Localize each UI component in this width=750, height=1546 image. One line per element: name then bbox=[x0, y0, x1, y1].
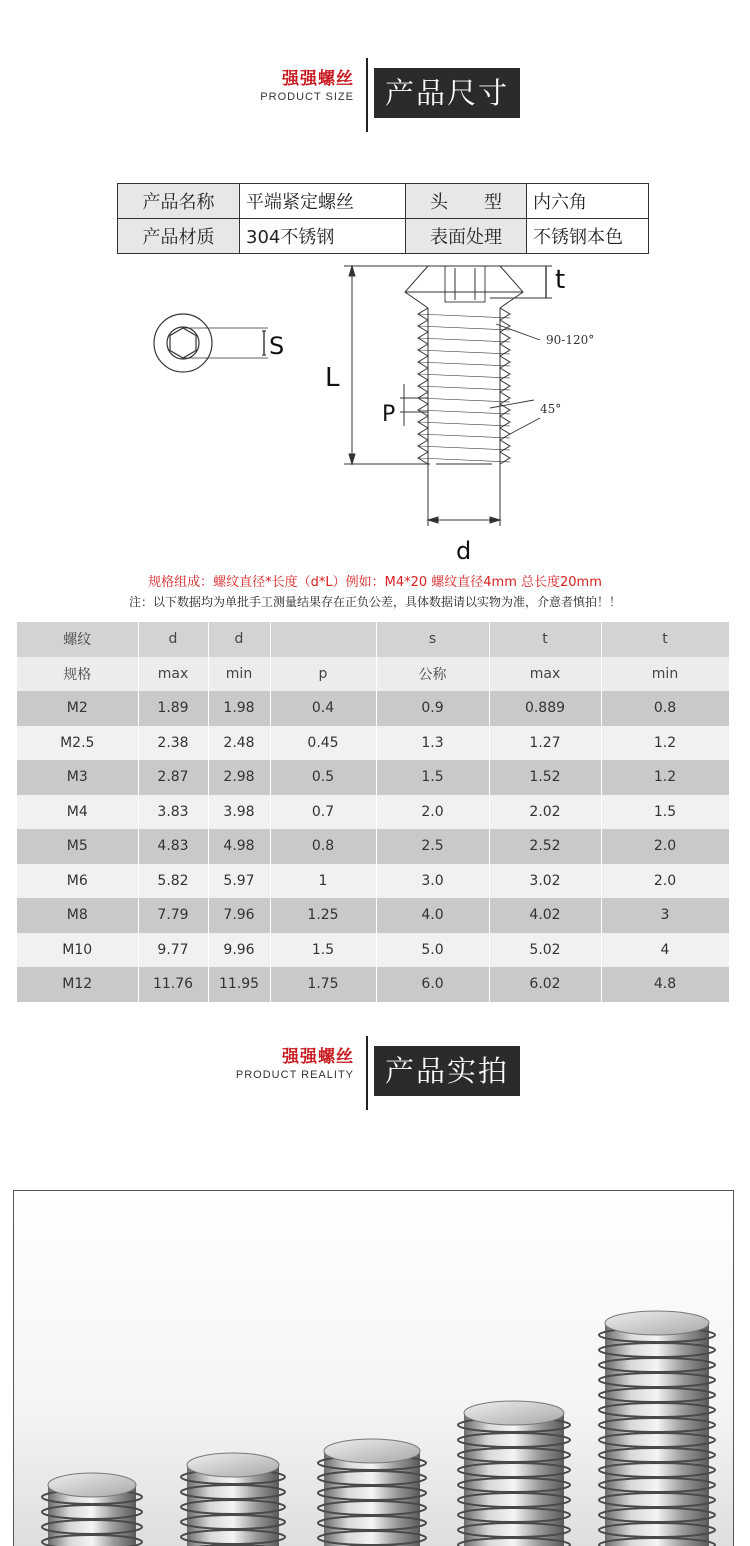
spec-cell: 5.0 bbox=[376, 933, 489, 968]
thread-line bbox=[418, 362, 510, 366]
spec-cell: 0.8 bbox=[270, 829, 376, 864]
angle-top-label: 90-120° bbox=[546, 333, 595, 347]
spec-cell: M8 bbox=[17, 898, 138, 933]
thread-line bbox=[418, 350, 510, 354]
spec-cell: 2.0 bbox=[601, 864, 729, 899]
spec-cell: 4.02 bbox=[489, 898, 601, 933]
spec-cell: 0.5 bbox=[270, 760, 376, 795]
thread-line bbox=[418, 314, 510, 318]
spec-cell: 5.97 bbox=[208, 864, 270, 899]
thread-line bbox=[418, 386, 510, 390]
label-d: d bbox=[456, 537, 472, 565]
spec-cell: 6.0 bbox=[376, 967, 489, 1002]
label-L: L bbox=[325, 363, 340, 393]
spec-cell: 0.9 bbox=[376, 691, 489, 726]
spec-row bbox=[17, 898, 729, 933]
spec-row bbox=[17, 726, 729, 761]
spec-format-note: 规格组成：螺纹直径*长度（d*L）例如：M4*20 螺纹直径4mm 总长度20mm bbox=[148, 575, 602, 590]
spec-cell: 1.2 bbox=[601, 760, 729, 795]
spec-cell: 2.48 bbox=[208, 726, 270, 761]
spec-cell: 4 bbox=[601, 933, 729, 968]
spec-cell: 2.0 bbox=[376, 795, 489, 830]
info-value: 平端紧定螺丝 bbox=[240, 184, 406, 219]
spec-cell: 7.79 bbox=[138, 898, 208, 933]
spec-cell: M4 bbox=[17, 795, 138, 830]
spec-cell: t bbox=[489, 622, 601, 657]
spec-cell: M12 bbox=[17, 967, 138, 1002]
spec-cell: 2.87 bbox=[138, 760, 208, 795]
spec-cell: 2.38 bbox=[138, 726, 208, 761]
spec-cell: 3.0 bbox=[376, 864, 489, 899]
spec-cell: 4.83 bbox=[138, 829, 208, 864]
info-value: 不锈钢本色 bbox=[527, 219, 649, 254]
end-view bbox=[154, 314, 268, 372]
spec-cell: 1.5 bbox=[376, 760, 489, 795]
spec-row bbox=[17, 760, 729, 795]
section-title: 产品尺寸 bbox=[374, 68, 520, 118]
screw-2 bbox=[181, 1453, 285, 1546]
thread-line bbox=[418, 422, 510, 426]
spec-cell: 1.52 bbox=[489, 760, 601, 795]
spec-cell: 9.77 bbox=[138, 933, 208, 968]
spec-cell: 9.96 bbox=[208, 933, 270, 968]
spec-cell: 7.96 bbox=[208, 898, 270, 933]
spec-cell: 6.02 bbox=[489, 967, 601, 1002]
reality-section-header bbox=[0, 1036, 750, 1116]
thread-line bbox=[418, 446, 510, 450]
spec-cell: 0.4 bbox=[270, 691, 376, 726]
spec-row bbox=[17, 933, 729, 968]
spec-cell: 11.95 bbox=[208, 967, 270, 1002]
spec-cell: 4.98 bbox=[208, 829, 270, 864]
spec-cell: 3.83 bbox=[138, 795, 208, 830]
spec-cell: s bbox=[376, 622, 489, 657]
thread-line bbox=[418, 458, 510, 462]
spec-cell: d bbox=[138, 622, 208, 657]
spec-cell: 11.76 bbox=[138, 967, 208, 1002]
set-screws-illustration bbox=[14, 1191, 734, 1546]
spec-cell: 3.02 bbox=[489, 864, 601, 899]
info-label: 头 型 bbox=[406, 184, 527, 219]
thread-line bbox=[418, 374, 510, 378]
label-P: P bbox=[382, 402, 396, 427]
thread-line bbox=[418, 398, 510, 402]
thread-line bbox=[418, 410, 510, 414]
spec-cell: 3 bbox=[601, 898, 729, 933]
spec-cell: M2.5 bbox=[17, 726, 138, 761]
diameter-dimension bbox=[428, 464, 500, 526]
product-info-table bbox=[117, 183, 649, 254]
spec-cell: 5.02 bbox=[489, 933, 601, 968]
spec-cell: 2.98 bbox=[208, 760, 270, 795]
spec-cell: 2.02 bbox=[489, 795, 601, 830]
disclaimer-note: 注：以下数据均为单批手工测量结果存在正负公差，具体数据请以实物为准，介意者慎拍！！ bbox=[128, 595, 621, 609]
spec-cell: 0.45 bbox=[270, 726, 376, 761]
spec-cell: 1.3 bbox=[376, 726, 489, 761]
brand-name: 强强螺丝 bbox=[282, 69, 354, 89]
dimension-diagram bbox=[0, 258, 750, 570]
spec-cell: M3 bbox=[17, 760, 138, 795]
angle-bottom-label: 45° bbox=[540, 402, 562, 416]
spec-cell: p bbox=[270, 657, 376, 692]
spec-cell: 4.0 bbox=[376, 898, 489, 933]
thread-line bbox=[418, 326, 510, 330]
spec-row bbox=[17, 864, 729, 899]
spec-cell: M5 bbox=[17, 829, 138, 864]
spec-cell: 0.7 bbox=[270, 795, 376, 830]
spec-cell: t bbox=[601, 622, 729, 657]
spec-cell: 公称 bbox=[376, 657, 489, 692]
spec-cell: M10 bbox=[17, 933, 138, 968]
screw-1 bbox=[42, 1473, 142, 1546]
screw-5 bbox=[599, 1311, 715, 1546]
spec-cell: min bbox=[208, 657, 270, 692]
spec-row bbox=[17, 691, 729, 726]
spec-row bbox=[17, 795, 729, 830]
spec-cell: 1.5 bbox=[601, 795, 729, 830]
spec-cell: max bbox=[138, 657, 208, 692]
spec-cell: 2.52 bbox=[489, 829, 601, 864]
spec-row bbox=[17, 829, 729, 864]
length-dimension bbox=[344, 266, 430, 464]
spec-cell: d bbox=[208, 622, 270, 657]
info-row bbox=[118, 184, 649, 219]
spec-header-row bbox=[17, 657, 729, 692]
spec-table bbox=[17, 622, 730, 1002]
info-value: 304不锈钢 bbox=[240, 219, 406, 254]
screw-3 bbox=[318, 1439, 426, 1546]
spec-cell: 1.2 bbox=[601, 726, 729, 761]
header-divider bbox=[366, 1036, 368, 1110]
size-section-header bbox=[0, 58, 750, 138]
spec-cell: 2.0 bbox=[601, 829, 729, 864]
spec-cell: min bbox=[601, 657, 729, 692]
spec-cell: max bbox=[489, 657, 601, 692]
thread-line bbox=[418, 434, 510, 438]
spec-cell: 1.98 bbox=[208, 691, 270, 726]
spec-cell: 1.25 bbox=[270, 898, 376, 933]
info-row bbox=[118, 219, 649, 254]
label-s: S bbox=[269, 332, 285, 360]
screw-body bbox=[405, 266, 523, 464]
header-divider bbox=[366, 58, 368, 132]
info-label: 表面处理 bbox=[406, 219, 527, 254]
info-value: 内六角 bbox=[527, 184, 649, 219]
spec-cell: 3.98 bbox=[208, 795, 270, 830]
brand-subtitle: PRODUCT REALITY bbox=[235, 1069, 354, 1081]
brand-name: 强强螺丝 bbox=[282, 1047, 354, 1067]
spec-cell: 2.5 bbox=[376, 829, 489, 864]
spec-cell: 螺纹 bbox=[17, 622, 138, 657]
spec-cell: 5.82 bbox=[138, 864, 208, 899]
spec-row bbox=[17, 967, 729, 1002]
spec-cell: 1.27 bbox=[489, 726, 601, 761]
spec-cell: M6 bbox=[17, 864, 138, 899]
spec-cell: 0.889 bbox=[489, 691, 601, 726]
section-title: 产品实拍 bbox=[374, 1046, 520, 1096]
screw-4 bbox=[458, 1401, 570, 1546]
spec-cell: 1 bbox=[270, 864, 376, 899]
spec-cell: 1.75 bbox=[270, 967, 376, 1002]
spec-header-row bbox=[17, 622, 729, 657]
thread-line bbox=[418, 338, 510, 342]
pitch-dimension bbox=[400, 384, 428, 426]
product-photo bbox=[13, 1190, 734, 1546]
spec-cell: 规格 bbox=[17, 657, 138, 692]
spec-cell: 1.5 bbox=[270, 933, 376, 968]
brand-subtitle: PRODUCT SIZE bbox=[260, 91, 354, 103]
info-label: 产品材质 bbox=[118, 219, 240, 254]
info-label: 产品名称 bbox=[118, 184, 240, 219]
spec-cell: 1.89 bbox=[138, 691, 208, 726]
spec-cell: 4.8 bbox=[601, 967, 729, 1002]
spec-cell bbox=[270, 622, 376, 657]
spec-cell: 0.8 bbox=[601, 691, 729, 726]
spec-cell: M2 bbox=[17, 691, 138, 726]
label-t: t bbox=[555, 265, 566, 295]
